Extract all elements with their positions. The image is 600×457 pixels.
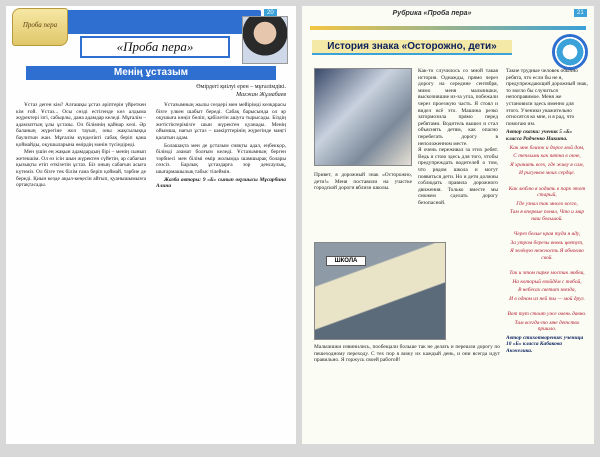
poem-line: За утром березы вновь цветут, — [510, 239, 584, 246]
paragraph: Ұстазымның жылы сөздері мен мейірімді көзқарасы бізге үлкен шабыт береді. Сабақ барысында ол әр оқушыға көңіл бөліп, қабілетін ашуға тырысады. Біздің жетістіктерімізге шын жүректен қуанады. Менің ойымша, нағыз ұстаз – шәкірттерінің жүрегінде мәңгі қалатын адам. — [156, 102, 286, 141]
poem-line: Через белые края туда я иду, — [513, 231, 581, 238]
poem-line: Вот тут стоит уже очень давно. — [507, 311, 587, 317]
page-number-left: 20 — [264, 9, 277, 17]
poem-line: В небесах светит звезда, — [518, 287, 576, 294]
story-column-1 — [314, 172, 412, 242]
poem — [506, 145, 588, 333]
story-column-2 — [418, 68, 498, 238]
story-column-3 — [506, 68, 588, 440]
poem-line: Как мне близок и дорог мой дом, — [509, 144, 585, 151]
poem-line: Где узнал так много всего, — [516, 200, 578, 207]
epigraph-author: Мағжан Жұмабаев — [236, 92, 286, 98]
story-continuation — [314, 344, 500, 440]
poem-line: И в одном из ней ты — мой друг. — [509, 295, 585, 302]
poem-line: Там я впервые понял, Что и мир наш большой. — [509, 209, 585, 222]
paragraph: Такие трудные человек обычно ребята, что если бы не я, предупреждающий дорожный знак, то могло бы случиться непоправимое. Меня же установили здесь именно для этого. Ученики уважительно относятся ко мне, и я рад, что помогаю им. — [506, 68, 588, 127]
poem-author: Автор стихотворения: ученица 10 «Б» класса Кабакова Анжелика. — [506, 334, 584, 354]
poem-line: С теплыми как пятна в окне, — [513, 153, 581, 160]
paragraph: Мен үшін ең жақын адамдардың бірі – менің сынып жетекшім. Ол өз ісін шын жүректен сүйетін, әр сабағын қызықты етіп өткізетін ұстаз. Біз оның сабағын асыға күтеміз. Ол бізге тек білім ғана беріп қоймай, тәрбие де береді. Қиын кезде ақыл-кеңесін айтып, қуанышымызға ортақтасады. — [16, 149, 146, 189]
article-heading: История знака «Осторожно, дети» — [312, 40, 512, 55]
paragraph: Как-то случилось со мной такая история. Однажды, прямо через дорогу на середине сентября, мимо меня мальчишки, выскочившие из-за угла, побежали через проезжую часть. Я стоял и видел всё это. Машина резко затормозила прямо перед ребятами. Водитель вышел и стал объяснять детям, как опасно перебегать дорогу в неположенном месте. — [418, 68, 498, 147]
right-page — [302, 6, 594, 444]
paragraph: Ұстаз деген кім? Алғашқы ұстаз әріптерін үйреткен кім ғой. Ұстаз... Осы сөзді естігенде көз алдыма жүректері ізгі, сабырлы, дана адамдар келеді. Мұғалім – адамзаттың ұлы ұстазы. Ол білімнің қайнар көзі. Әр баланың жүрегіне жол тауып, оны жақсылыққа баулитын жан. Мұғалім күнделікті сабақ беріп қана қоймайды, оқушыларына өмірдің мәнін түсіндіреді. — [16, 102, 146, 148]
school-logo-icon — [552, 34, 588, 70]
poem-line: Там всегда-то мне детство пришло. — [514, 319, 580, 333]
paragraph: Я очень переживал за этих ребят. Ведь я стою здесь для того, чтобы предупреждать водителей о том, что рядом школа и могут появиться дети. Но и дети должны соблюдать правила дорожного движения. Только вместе мы сможем сделать дорогу безопасной. — [418, 147, 498, 206]
page-number-right: 21 — [574, 9, 587, 17]
rubric-title: «Проба пера» — [80, 36, 230, 58]
school-sign: ШКОЛА — [326, 256, 366, 266]
poem-line: Так и этом парке мостик любви, — [509, 270, 585, 277]
article-body — [16, 102, 286, 434]
poem-line: И рисунков моих сердце. — [519, 170, 575, 177]
header-stripe — [310, 26, 586, 30]
poem-line: Я хранить всех, где живу я сам, — [510, 161, 584, 168]
poem-line: Как люблю я ходить в парк этот старый, — [508, 185, 586, 199]
epigraph — [76, 83, 286, 99]
paragraph: Болашақта мен де ұстазым сияқты адал, еңбекқор, білімді азамат болғым келеді. Ұстазымның берген тәрбиесі мен білімі өмір жолымда шамшырақ болары сөзсіз. Барлық ұстаздарға зор денсаулық, шығармашылық табыс тілеймін. — [156, 142, 286, 175]
rubric-banner — [61, 10, 261, 34]
poem-line: Я зелёную нежность Я обновлю свой. — [510, 248, 584, 261]
paragraph: Привет, я дорожный знак «Осторожно, дети!» Меня поставили на участке городской дороги вблизи школы. — [314, 172, 412, 192]
story-author: Автор сказки: ученик 5 «Б» класса Радченко Никита. — [506, 129, 573, 142]
author-photo-image — [314, 68, 412, 166]
author-portrait-image — [242, 16, 288, 64]
rubric-label: Рубрика «Проба пера» — [392, 10, 472, 17]
epigraph-quote: Өмірдегі қиілуі ерен – мұғалімдікі. — [196, 84, 286, 90]
article-heading: Менің ұстазым — [26, 66, 276, 80]
article-signature: Жазба авторы: 9 «Б» сынып оқушысы Мұсарбина Алина — [156, 176, 286, 190]
poem-line: На который взойдём с тобой, — [512, 278, 582, 285]
left-page — [6, 6, 296, 444]
rubric-scroll-logo: Проба пера — [12, 8, 68, 46]
paragraph: Мальчишки извинились, пообещали больше так не делать и перешли дорогу по пешеходному переходу. С тех пор я вижу их каждый день, и они всегда идут правильно. Я горжусь своей работой! — [314, 344, 500, 364]
